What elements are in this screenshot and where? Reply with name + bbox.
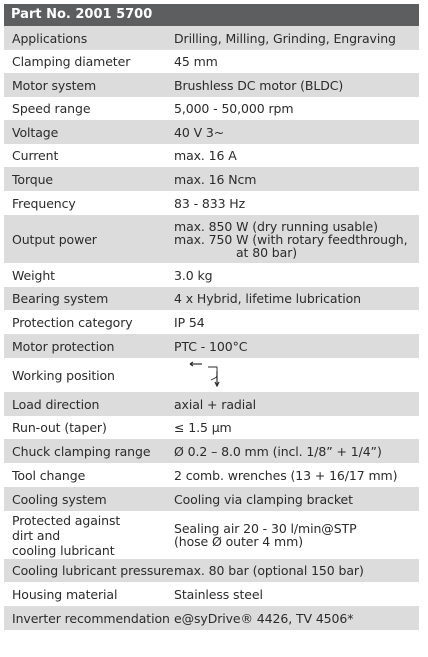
spec-value xyxy=(174,361,419,389)
spec-value-line: 83 - 833 Hz xyxy=(174,195,246,211)
spec-value xyxy=(174,149,419,162)
spec-label: Load direction xyxy=(12,396,100,412)
spec-label: Bearing system xyxy=(12,291,109,306)
spec-value xyxy=(174,469,419,482)
spec-value xyxy=(174,588,419,601)
spec-row xyxy=(4,26,419,50)
spec-row xyxy=(4,511,419,559)
spec-value xyxy=(174,79,419,92)
spec-label: Speed range xyxy=(12,101,91,116)
spec-row xyxy=(4,73,419,97)
spec-row xyxy=(4,439,419,463)
spec-value-line: max. 16 A xyxy=(174,148,237,163)
spec-row xyxy=(4,287,419,310)
spec-value xyxy=(174,398,419,411)
spec-row xyxy=(4,416,419,439)
spec-value xyxy=(174,445,419,458)
spec-value-line: 4 x Hybrid, lifetime lubrication xyxy=(174,291,361,306)
spec-label: Cooling system xyxy=(12,491,107,507)
spec-label: Protection category xyxy=(12,314,133,330)
spec-row xyxy=(4,487,419,511)
spec-row xyxy=(4,191,419,215)
spec-value-line: at 80 bar) xyxy=(235,244,298,260)
spec-label: Inverter recommendation xyxy=(12,610,170,626)
spec-label: Applications xyxy=(12,30,88,46)
spec-row xyxy=(4,606,419,630)
spec-value-line: max. 750 W (with rotary feedthrough, xyxy=(174,231,408,247)
spec-label: Weight xyxy=(12,267,55,283)
spec-value-line: axial + radial xyxy=(174,396,257,412)
spec-value-line: ≤ 1.5 µm xyxy=(174,420,232,435)
spec-value-line: (hose Ø outer 4 mm) xyxy=(174,534,303,549)
spec-value-line: 5,000 - 50,000 rpm xyxy=(174,101,294,116)
spec-value-line: e@syDrive® 4426, TV 4506* xyxy=(174,610,354,626)
spec-row xyxy=(4,334,419,358)
spec-value xyxy=(174,292,419,305)
spec-row xyxy=(4,358,419,392)
spec-label: Cooling lubricant pressure xyxy=(12,563,174,578)
spec-row xyxy=(4,50,419,73)
spec-value xyxy=(174,493,419,506)
spec-row xyxy=(4,582,419,606)
spec-label-line: cooling lubricant xyxy=(12,542,115,558)
spec-label: Voltage xyxy=(12,124,59,140)
spec-row xyxy=(4,263,419,287)
spec-value-line: PTC - 100°C xyxy=(174,338,248,354)
spec-row xyxy=(4,97,419,120)
spec-value-line: Cooling via clamping bracket xyxy=(174,491,353,507)
spec-value-line: Drilling, Milling, Grinding, Engraving xyxy=(174,30,396,46)
spec-value xyxy=(174,197,419,210)
spec-label xyxy=(4,513,174,558)
spec-label: Run-out (taper) xyxy=(12,420,107,435)
working-position-icon xyxy=(188,361,226,387)
spec-row xyxy=(4,215,419,263)
spec-value xyxy=(174,421,419,434)
spec-label: Working position xyxy=(12,367,115,383)
spec-value-line: Brushless DC motor (BLDC) xyxy=(174,77,344,93)
spec-row xyxy=(4,144,419,167)
spec-value xyxy=(174,173,419,186)
spec-label: Motor protection xyxy=(12,338,115,354)
spec-value xyxy=(174,564,419,577)
spec-row xyxy=(4,463,419,487)
spec-table xyxy=(4,26,419,630)
spec-value-line: 40 V 3~ xyxy=(174,124,225,140)
spec-value xyxy=(174,316,419,329)
spec-value xyxy=(174,220,419,259)
spec-value-line: max. 850 W (dry running usable) xyxy=(174,218,378,234)
spec-value xyxy=(174,32,419,45)
spec-row xyxy=(4,392,419,416)
spec-row xyxy=(4,559,419,582)
spec-label: Tool change xyxy=(12,467,86,483)
spec-value-line: 45 mm xyxy=(174,54,218,69)
spec-value-line: 2 comb. wrenches (13 + 16/17 mm) xyxy=(174,467,398,483)
spec-row xyxy=(4,167,419,191)
spec-value xyxy=(174,612,419,625)
spec-value-line: IP 54 xyxy=(174,314,205,330)
spec-value xyxy=(174,126,419,139)
spec-value xyxy=(174,269,419,282)
spec-sheet xyxy=(4,4,419,630)
spec-label: Clamping diameter xyxy=(12,54,131,69)
spec-label-line: Protected against xyxy=(12,512,121,528)
spec-value-line: max. 80 bar (optional 150 bar) xyxy=(174,563,364,578)
spec-label: Frequency xyxy=(12,195,76,211)
spec-label: Chuck clamping range xyxy=(12,443,151,459)
spec-value-line: Stainless steel xyxy=(174,586,263,602)
part-number-title: Part No. 2001 5700 xyxy=(4,4,419,26)
spec-value-line: Sealing air 20 - 30 l/min@STP xyxy=(174,521,357,536)
spec-label-line: dirt and xyxy=(12,527,61,543)
spec-value-line: max. 16 Ncm xyxy=(174,171,257,187)
spec-label: Current xyxy=(12,148,59,163)
spec-value xyxy=(174,522,419,548)
spec-value xyxy=(174,340,419,353)
spec-value-line: Ø 0.2 – 8.0 mm (incl. 1/8” + 1/4”) xyxy=(174,443,382,459)
spec-label: Torque xyxy=(12,171,54,187)
spec-label: Output power xyxy=(12,231,97,247)
spec-value xyxy=(174,55,419,68)
spec-label: Housing material xyxy=(12,586,118,602)
spec-row xyxy=(4,310,419,334)
spec-value-line: 3.0 kg xyxy=(174,267,213,283)
spec-label: Motor system xyxy=(12,77,97,93)
spec-value xyxy=(174,102,419,115)
spec-row xyxy=(4,120,419,144)
